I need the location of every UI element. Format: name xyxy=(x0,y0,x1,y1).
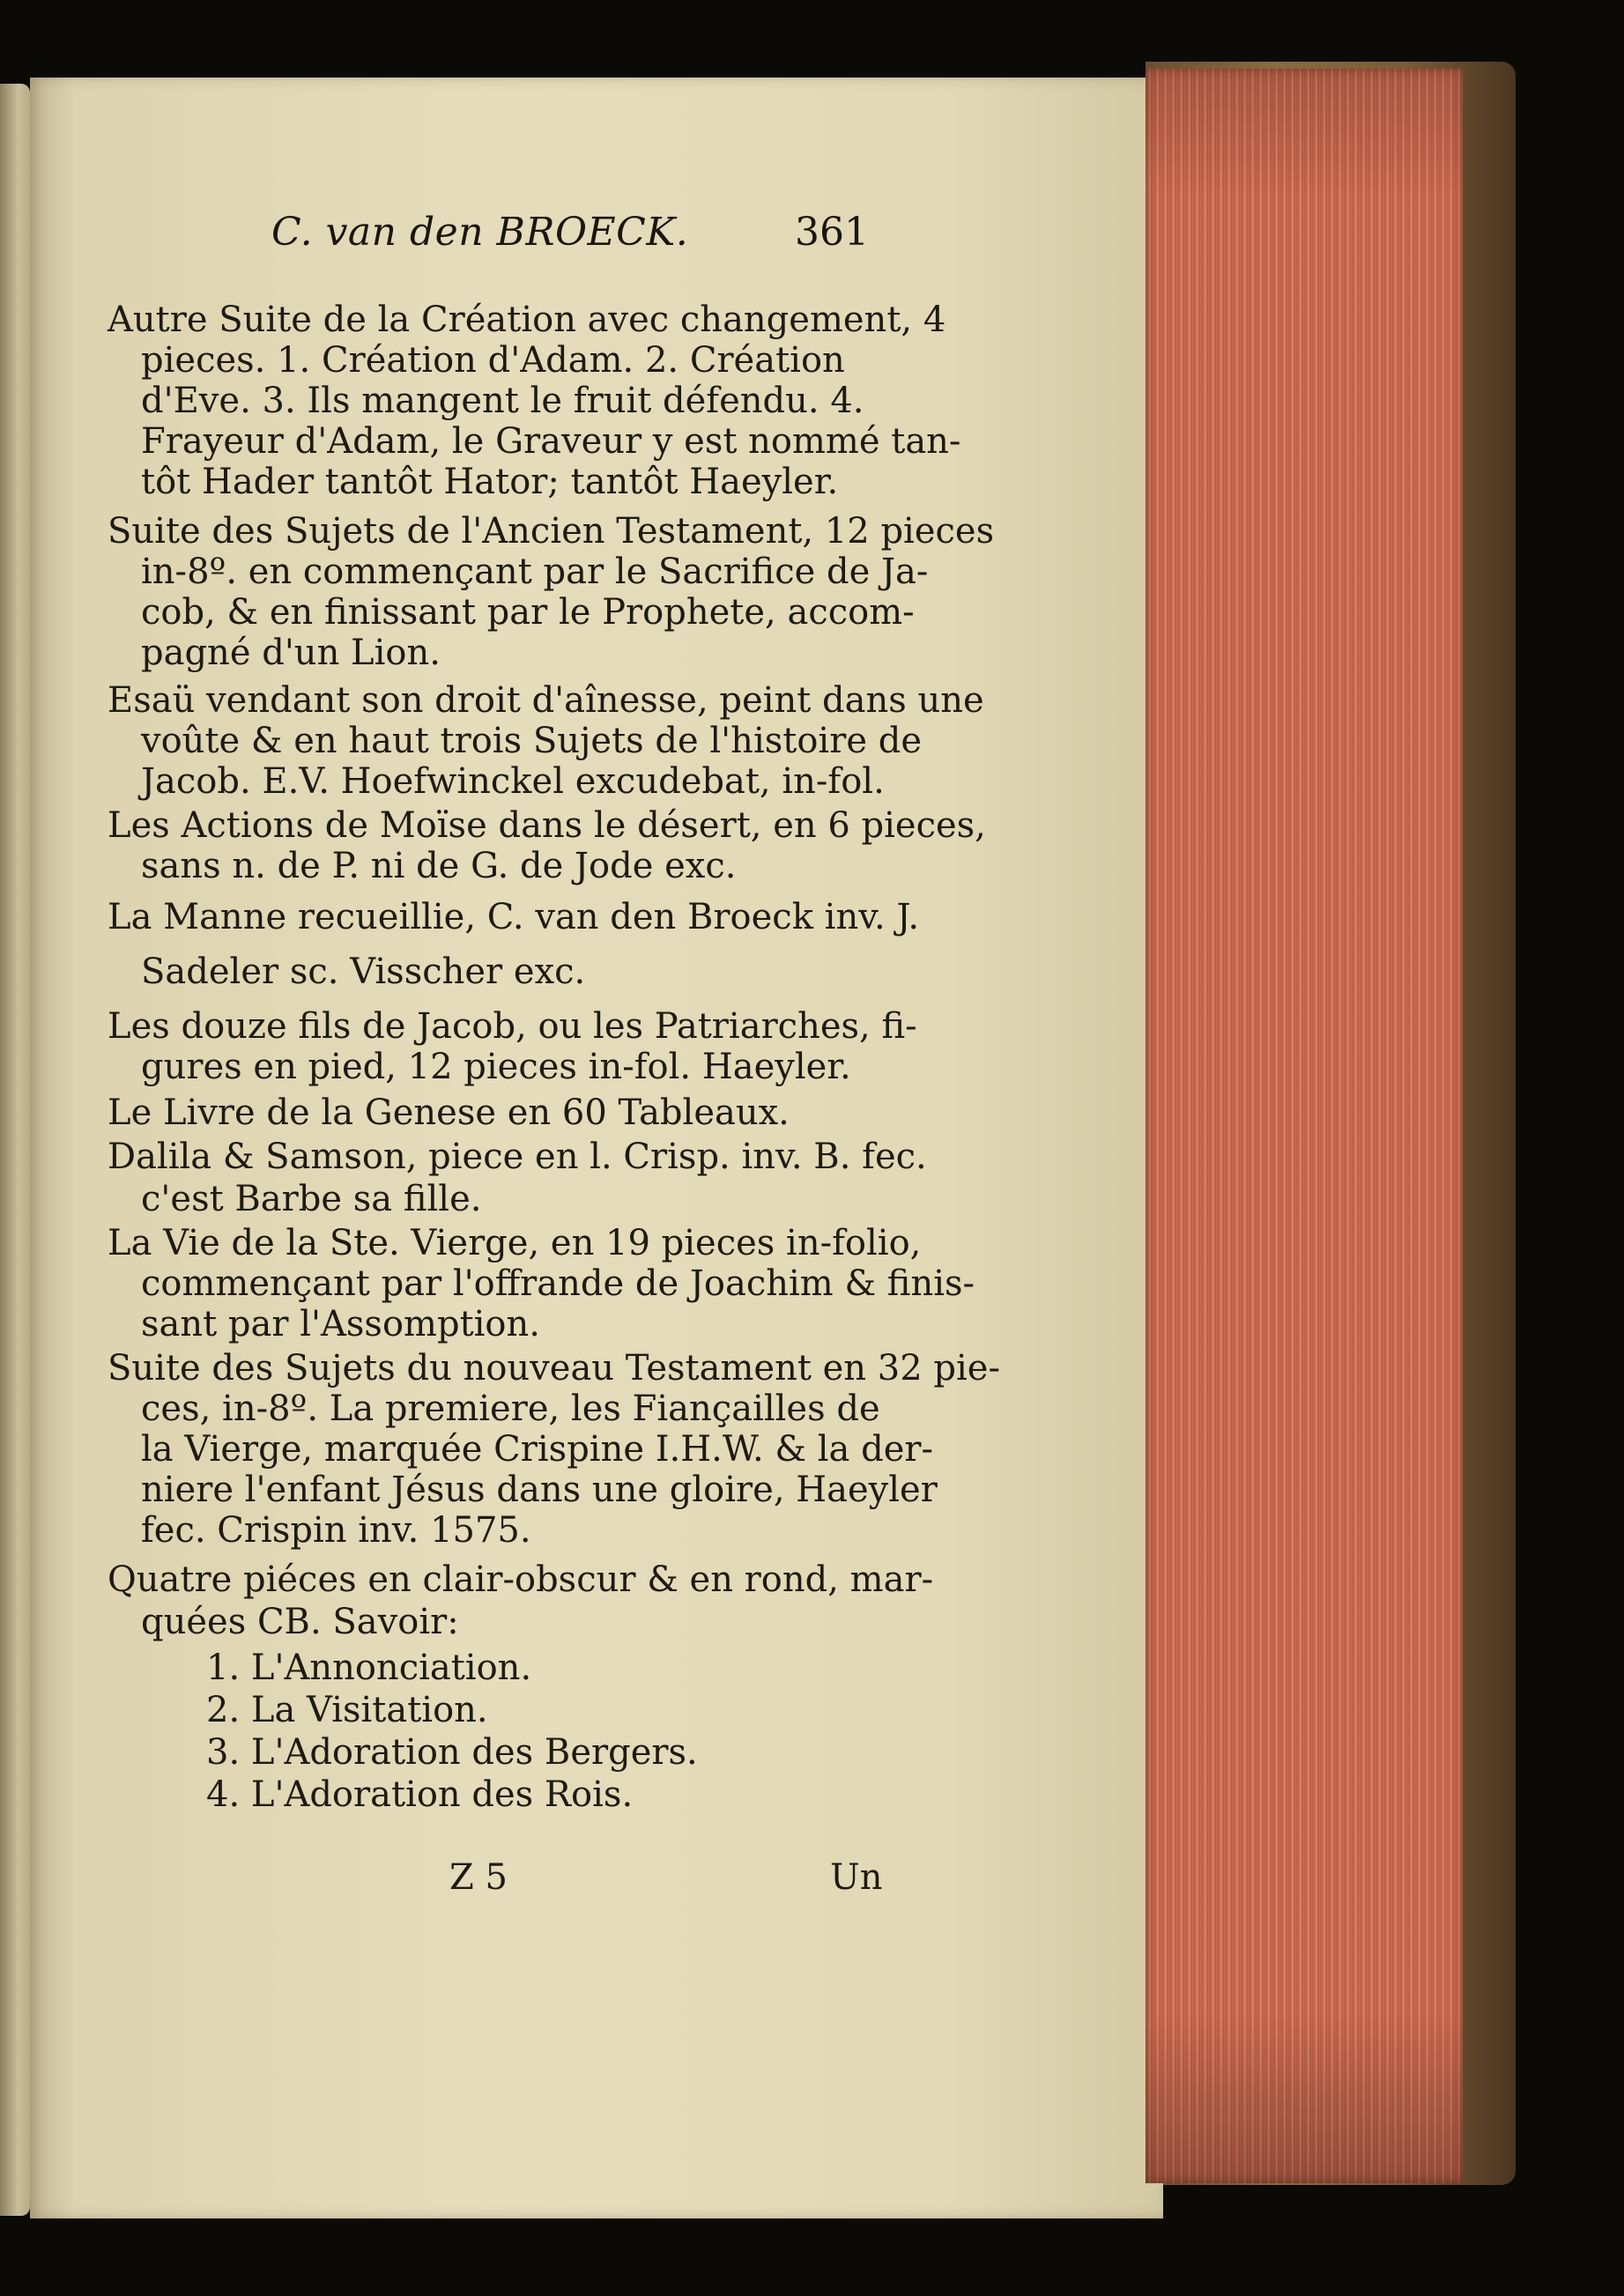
text-line: pagné d'un Lion. xyxy=(141,633,441,673)
text-line: Les Actions de Moïse dans le désert, en 6 pieces, xyxy=(108,805,986,846)
text-line: Suite des Sujets du nouveau Testament en 32 pie- xyxy=(108,1348,1000,1389)
text-line: niere l'enfant Jésus dans une gloire, Haeyler xyxy=(141,1470,938,1510)
text-line: La Manne recueillie, C. van den Broeck inv. J. xyxy=(108,897,920,937)
text-line: tôt Hader tantôt Hator; tantôt Haeyler. xyxy=(141,462,839,502)
text-line: commençant par l'offrande de Joachim & finis- xyxy=(141,1263,975,1304)
text-line: Sadeler sc. Visscher exc. xyxy=(141,952,586,992)
text-line: voûte & en haut trois Sujets de l'histoire de xyxy=(141,721,922,761)
text-line: Le Livre de la Genese en 60 Tableaux. xyxy=(108,1092,790,1133)
text-line: gures en pied, 12 pieces in-fol. Haeyler. xyxy=(141,1047,851,1087)
page-edges-shading xyxy=(1146,69,1463,2183)
text-line: c'est Barbe sa fille. xyxy=(141,1179,482,1219)
text-line: La Vie de la Ste. Vierge, en 19 pieces in-folio, xyxy=(108,1223,922,1263)
text-line: ces, in-8º. La premiere, les Fiançailles de xyxy=(141,1389,880,1429)
text-line: Dalila & Samson, piece en l. Crisp. inv. B. fec. xyxy=(108,1137,927,1177)
list-item: 2. La Visitation. xyxy=(206,1690,488,1730)
text-line: Suite des Sujets de l'Ancien Testament, 12 pieces xyxy=(108,511,995,552)
text-line: pieces. 1. Création d'Adam. 2. Création xyxy=(141,340,845,381)
left-page-edge xyxy=(0,84,30,2216)
text-line: quées CB. Savoir: xyxy=(141,1602,459,1642)
text-line: la Vierge, marquée Crispine I.H.W. & la der- xyxy=(141,1429,934,1470)
text-line: Autre Suite de la Création avec changement, 4 xyxy=(108,300,946,340)
text-line: Les douze fils de Jacob, ou les Patriarches, fi- xyxy=(108,1006,917,1047)
text-line: fec. Crispin inv. 1575. xyxy=(141,1510,531,1551)
text-line: d'Eve. 3. Ils mangent le fruit défendu. 4. xyxy=(141,381,864,421)
text-line: Esaü vendant son droit d'aînesse, peint dans une xyxy=(108,680,984,721)
list-item: 3. L'Adoration des Bergers. xyxy=(206,1732,698,1773)
page-number: 361 xyxy=(795,210,869,255)
list-item: 1. L'Annonciation. xyxy=(206,1648,532,1688)
text-line: sans n. de P. ni de G. de Jode exc. xyxy=(141,846,737,886)
text-line: cob, & en finissant par le Prophete, accom- xyxy=(141,592,915,633)
text-line: in-8º. en commençant par le Sacrifice de Ja- xyxy=(141,552,929,592)
running-head-title: C. van den BROECK. xyxy=(271,210,689,255)
text-line: Jacob. E.V. Hoefwinckel excudebat, in-fol. xyxy=(141,761,885,802)
text-line: Quatre piéces en clair-obscur & en rond, mar- xyxy=(108,1559,934,1600)
text-line: Frayeur d'Adam, le Graveur y est nommé tan- xyxy=(141,421,961,462)
list-item: 4. L'Adoration des Rois. xyxy=(206,1774,634,1815)
catchword: Un xyxy=(830,1857,883,1898)
signature-mark: Z 5 xyxy=(449,1857,508,1898)
text-line: sant par l'Assomption. xyxy=(141,1304,540,1344)
